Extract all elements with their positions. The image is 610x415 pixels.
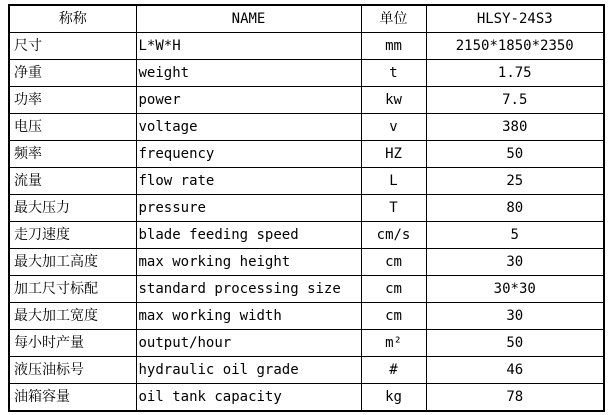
cell-en-name: max working height	[136, 249, 361, 276]
table-row	[9, 141, 604, 168]
table-row	[9, 357, 604, 384]
cell-unit: mm	[361, 33, 426, 60]
header-en-name: NAME	[136, 5, 361, 33]
cell-cn-label: 最大压力	[9, 195, 136, 222]
cell-en-name: L*W*H	[136, 33, 361, 60]
product-spec-table	[8, 4, 605, 412]
cell-value: 78	[426, 384, 604, 412]
cell-cn-label: 最大加工高度	[9, 249, 136, 276]
cell-value: 30	[426, 249, 604, 276]
cell-cn-label: 频率	[9, 141, 136, 168]
cell-cn-label: 流量	[9, 168, 136, 195]
cell-en-name: standard processing size	[136, 276, 361, 303]
cell-unit: HZ	[361, 141, 426, 168]
table-row	[9, 168, 604, 195]
cell-value: 5	[426, 222, 604, 249]
table-row	[9, 303, 604, 330]
cell-cn-label: 最大加工宽度	[9, 303, 136, 330]
cell-value: 380	[426, 114, 604, 141]
cell-unit: kg	[361, 384, 426, 412]
cell-en-name: pressure	[136, 195, 361, 222]
cell-unit: T	[361, 195, 426, 222]
table-body	[9, 33, 604, 412]
cell-unit: m²	[361, 330, 426, 357]
table-row	[9, 249, 604, 276]
cell-en-name: blade feeding speed	[136, 222, 361, 249]
table-row	[9, 114, 604, 141]
cell-en-name: hydraulic oil grade	[136, 357, 361, 384]
cell-value: 2150*1850*2350	[426, 33, 604, 60]
cell-value: 30*30	[426, 276, 604, 303]
table-row	[9, 330, 604, 357]
cell-en-name: flow rate	[136, 168, 361, 195]
header-model: HLSY-24S3	[426, 5, 604, 33]
cell-unit: v	[361, 114, 426, 141]
cell-unit: L	[361, 168, 426, 195]
cell-cn-label: 液压油标号	[9, 357, 136, 384]
cell-cn-label: 每小时产量	[9, 330, 136, 357]
header-cn-name: 称称	[9, 5, 136, 33]
cell-value: 30	[426, 303, 604, 330]
cell-value: 1.75	[426, 60, 604, 87]
cell-unit: t	[361, 60, 426, 87]
cell-en-name: power	[136, 87, 361, 114]
cell-unit: cm/s	[361, 222, 426, 249]
cell-value: 50	[426, 141, 604, 168]
cell-unit: cm	[361, 249, 426, 276]
table-row	[9, 384, 604, 412]
cell-unit: cm	[361, 303, 426, 330]
cell-unit: kw	[361, 87, 426, 114]
cell-cn-label: 尺寸	[9, 33, 136, 60]
cell-value: 80	[426, 195, 604, 222]
cell-cn-label: 加工尺寸标配	[9, 276, 136, 303]
cell-cn-label: 功率	[9, 87, 136, 114]
header-unit: 单位	[361, 5, 426, 33]
cell-en-name: output/hour	[136, 330, 361, 357]
cell-en-name: frequency	[136, 141, 361, 168]
table-row	[9, 33, 604, 60]
cell-cn-label: 电压	[9, 114, 136, 141]
cell-value: 46	[426, 357, 604, 384]
table-row	[9, 60, 604, 87]
table-row	[9, 222, 604, 249]
cell-cn-label: 油箱容量	[9, 384, 136, 412]
cell-unit: cm	[361, 276, 426, 303]
table-row	[9, 87, 604, 114]
cell-en-name: max working width	[136, 303, 361, 330]
cell-unit: #	[361, 357, 426, 384]
cell-value: 25	[426, 168, 604, 195]
table-row	[9, 195, 604, 222]
cell-en-name: voltage	[136, 114, 361, 141]
table-header-row	[9, 5, 604, 33]
cell-value: 7.5	[426, 87, 604, 114]
cell-en-name: oil tank capacity	[136, 384, 361, 412]
table-row	[9, 276, 604, 303]
cell-cn-label: 走刀速度	[9, 222, 136, 249]
cell-value: 50	[426, 330, 604, 357]
cell-en-name: weight	[136, 60, 361, 87]
cell-cn-label: 净重	[9, 60, 136, 87]
